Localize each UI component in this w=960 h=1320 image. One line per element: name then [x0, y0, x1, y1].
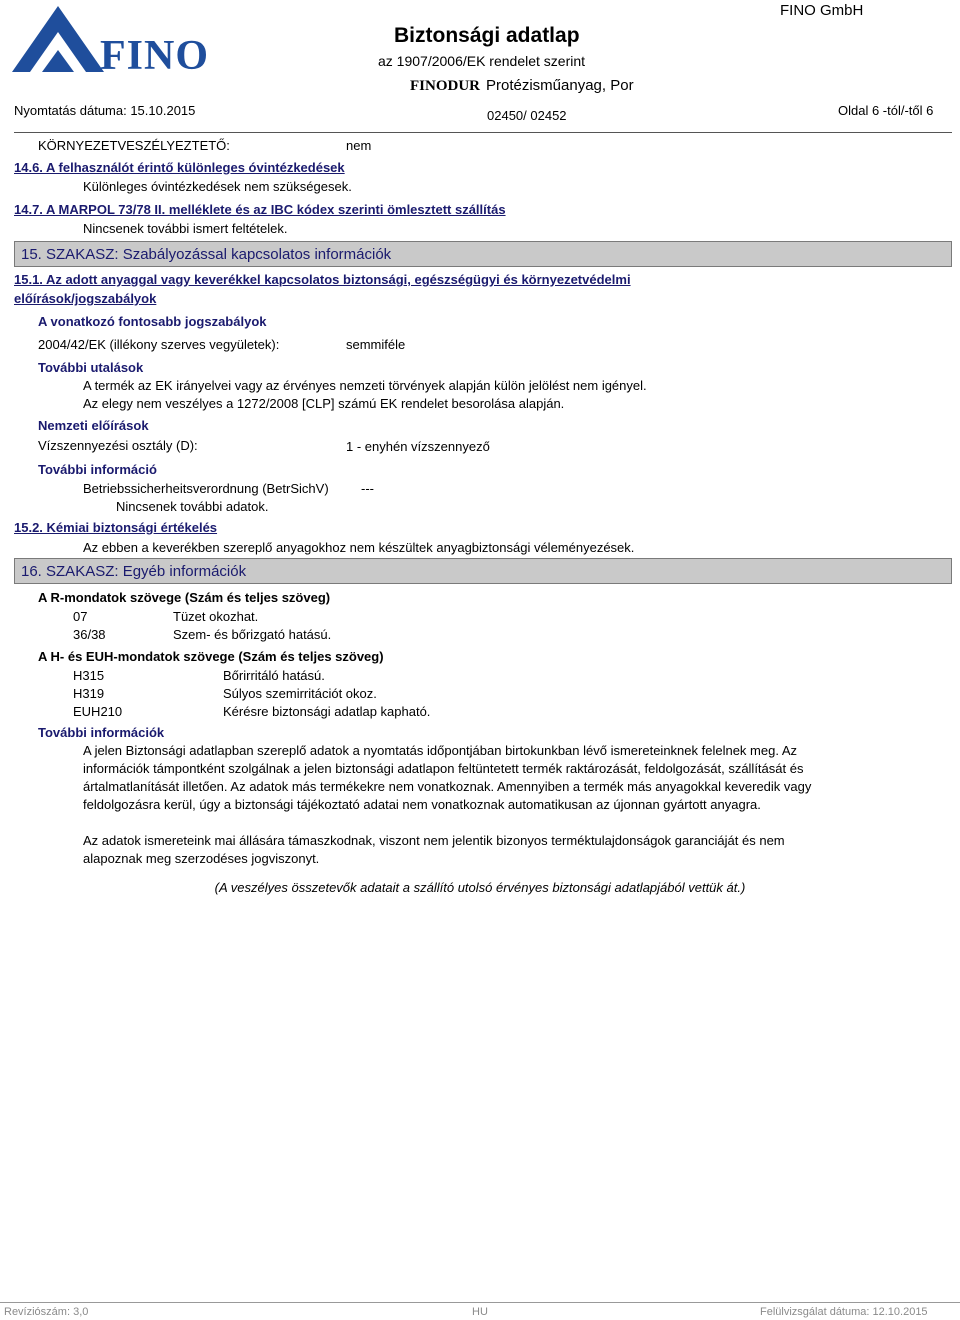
betrsichv-label: Betriebssicherheitsverordnung (BetrSichV) — [83, 481, 329, 496]
r-phrase-code: 07 — [73, 609, 88, 624]
text-15-2: Az ebben a keverékben szereplő anyagokhoz nem készültek anyagbiztonsági véleményezések. — [83, 540, 635, 555]
h-phrase-text: Bőrirritáló hatású. — [223, 668, 325, 683]
notes-line-2: Az elegy nem veszélyes a 1272/2008 [CLP] számú EK rendelet besorolása alapján. — [83, 396, 565, 411]
print-date: Nyomtatás dátuma: 15.10.2015 — [14, 103, 196, 118]
brand-name: FINODUR — [410, 78, 480, 94]
heading-15-2: 15.2. Kémiai biztonsági értékelés — [14, 520, 218, 535]
footer-rule — [0, 1302, 960, 1303]
more-info-paragraph-2: Az adatok ismereteink mai állására támaszkodnak, viszont nem jelentik bizonyos terméktulajdonságok garanciáját és nem alapoznak meg szerzodéses jogviszonyt. — [83, 833, 785, 866]
h-phrase-code: EUH210 — [73, 704, 123, 719]
env-hazard-label: KÖRNYEZETVESZÉLYEZTETŐ: — [38, 138, 230, 153]
heading-14-6: 14.6. A felhasználót érintő különleges óvintézkedések — [14, 160, 345, 175]
h-phrase-text: Kérésre biztonsági adatlap kapható. — [223, 704, 431, 719]
company-logo — [8, 2, 209, 79]
header-rule — [14, 132, 952, 133]
national-heading: Nemzeti előírások — [38, 418, 149, 433]
footer-revision: Revíziószám: 3,0 — [4, 1306, 89, 1318]
text-14-7: Nincsenek további ismert feltételek. — [83, 221, 288, 236]
section-16-title: 16. SZAKASZ: Egyéb információk — [21, 563, 247, 580]
voc-label: 2004/42/EK (illékony szerves vegyületek): — [38, 337, 280, 352]
info-heading: További információ — [38, 462, 157, 477]
text-14-6: Különleges óvintézkedések nem szükségesek. — [83, 179, 352, 194]
r-phrases-heading: A R-mondatok szövege (Szám és teljes szöveg) — [38, 590, 331, 605]
product-codes: 02450/ 02452 — [487, 108, 567, 123]
betrsichv-value: --- — [361, 481, 374, 496]
r-phrase-text: Tüzet okozhat. — [173, 609, 259, 624]
notes-line-1: A termék az EK irányelvei vagy az érvényes nemzeti törvények alapján külön jelölést nem igényel. — [83, 378, 647, 393]
section-16-header — [14, 558, 952, 584]
doc-title: Biztonsági adatlap — [394, 24, 580, 47]
h-phrase-text: Súlyos szemirritációt okoz. — [223, 686, 377, 701]
water-class-value: 1 - enyhén vízszennyező — [346, 439, 490, 454]
company-name: FINO GmbH — [780, 2, 864, 19]
heading-15-1-line1: 15.1. Az adott anyaggal vagy keverékkel kapcsolatos biztonsági, egészségügyi és környezetvédelmi — [14, 272, 631, 287]
section-15-header — [14, 241, 952, 267]
notes-heading: További utalások — [38, 360, 144, 375]
betrsichv-note: Nincsenek további adatok. — [116, 499, 269, 514]
section-15-title: 15. SZAKASZ: Szabályozással kapcsolatos információk — [21, 246, 392, 263]
more-info-paragraph-1: A jelen Biztonsági adatlapban szereplő adatok a nyomtatás időpontjában birtokunkban lévő ismereteinknek felelnek meg. Az információk támpontként szolgálnak a jelen biztonsági adatlapon feltüntetett termék raktározását, feldolgozását, szállítását és ártalmatlanítását illetően. Az adatok más termékekre nem vonatkoznak. Amennyiben a termék más anyagokkal keveredik vagy feldolgozásra kerül, úgy a biztonsági tájékoztató adatai nem vonatkoznak automatikusan az újonnan gyártott anyagra. — [83, 743, 812, 812]
laws-heading: A vonatkozó fontosabb jogszabályok — [38, 314, 267, 329]
heading-14-7: 14.7. A MARPOL 73/78 II. melléklete és az IBC kódex szerinti ömlesztett szállítás — [14, 202, 506, 217]
h-phrase-code: H315 — [73, 668, 105, 683]
env-hazard-value: nem — [346, 138, 372, 153]
logo-text: FINO — [100, 33, 209, 79]
closing-note: (A veszélyes összetevők adatait a szállító utolsó érvényes biztonsági adatlapjából vettük át.) — [214, 880, 746, 895]
regulation-text: az 1907/2006/EK rendelet szerint — [378, 53, 586, 69]
water-class-label: Vízszennyezési osztály (D): — [38, 438, 198, 453]
footer-language: HU — [472, 1306, 488, 1318]
footer-review-date: Felülvizsgálat dátuma: 12.10.2015 — [760, 1306, 928, 1318]
r-phrase-text: Szem- és bőrizgató hatású. — [173, 627, 332, 642]
page-number: Oldal 6 -tól/-től 6 — [838, 103, 934, 118]
h-phrase-code: H319 — [73, 686, 105, 701]
voc-value: semmiféle — [346, 337, 406, 352]
r-phrase-code: 36/38 — [73, 627, 106, 642]
h-phrases-heading: A H- és EUH-mondatok szövege (Szám és teljes szöveg) — [38, 649, 384, 664]
more-info-heading: További információk — [38, 725, 165, 740]
product-name: Protézisműanyag, Por — [486, 77, 634, 94]
heading-15-1-line2: előírások/jogszabályok — [14, 291, 157, 306]
